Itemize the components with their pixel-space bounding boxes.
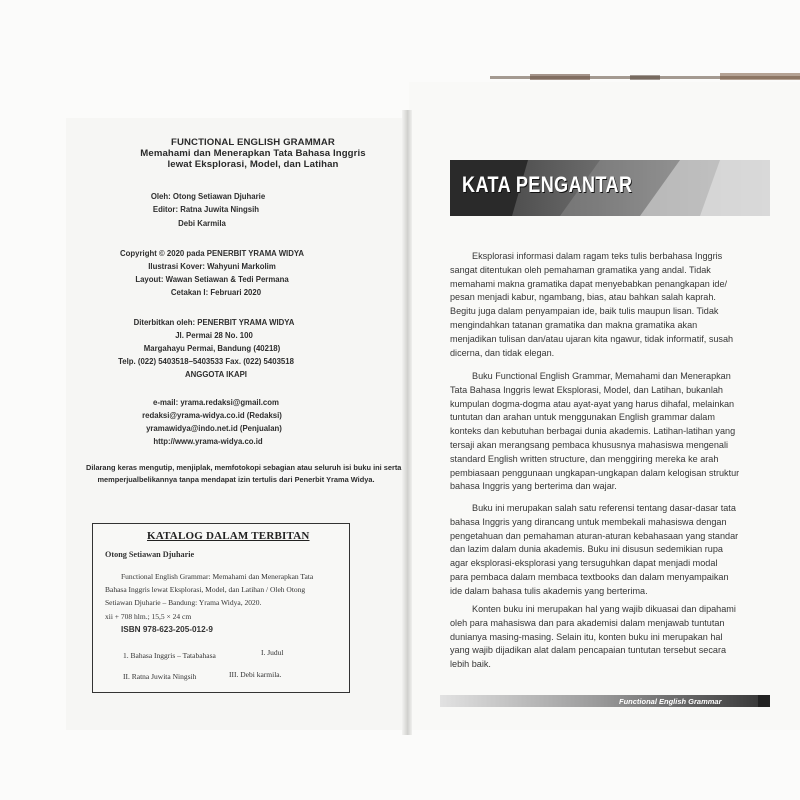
book-spine <box>402 110 412 735</box>
book-subtitle-2: lewat Eksplorasi, Model, dan Latihan <box>167 159 339 170</box>
catalog-title: KATALOG DALAM TERBITAN <box>147 530 310 542</box>
paragraph-line: Begitu juga dalam penyampaian ide, baik tulis maupun lisan. Tidak <box>450 306 719 317</box>
email-redaksi: redaksi@yrama-widya.co.id (Redaksi) <box>142 411 282 420</box>
paragraph-line: dunianya masing-masing. Selain itu, konten buku ini merupakan hal <box>450 631 723 642</box>
publisher-phone: Telp. (022) 5403518–5403533 Fax. (022) 5403518 <box>118 357 294 366</box>
email-penjualan: yramawidya@indo.net.id (Penjualan) <box>146 424 282 433</box>
illustrator-credit: Ilustrasi Kover: Wahyuni Markolim <box>148 262 276 271</box>
catalog-subject-3: II. Ratna Juwita Ningsih <box>123 672 197 681</box>
paragraph-line: bahasa Inggris yang dirancang untuk membekali mahasiswa dengan <box>450 516 727 527</box>
publisher-name: Diterbitkan oleh: PENERBIT YRAMA WIDYA <box>133 318 295 327</box>
paragraph-line: Konten buku ini merupakan hal yang wajib dikuasai dan dipahami <box>472 604 736 614</box>
paragraph-line: pengetahuan dan pemahaman aturan-aturan kebahasaan yang standar <box>450 530 739 541</box>
paragraph-line: Buku ini merupakan salah satu referensi tentang dasar-dasar tata <box>472 503 736 513</box>
paragraph-line: sangat ditentukan oleh pemahaman gramatika yang andal. Tidak <box>450 264 711 275</box>
catalog-subject-2: I. Judul <box>261 648 284 657</box>
paragraph-line: ide dalam bahasa tulis akademis yang berterima. <box>450 585 648 596</box>
catalog-subject-4: III. Debi karmila. <box>229 670 282 679</box>
paragraph-line: tersaji akan merangsang pembaca khususnya mahasiswa mengenali <box>450 439 729 450</box>
paragraph-line: pembiasaan penggunaan ungkapan-ungkapan dalam kelogisan struktur <box>450 467 740 478</box>
editor-credit-2: Debi Karmila <box>178 219 226 228</box>
paragraph-line: tuntutan dan arahan untuk menggunakan English grammar dalam <box>450 412 715 423</box>
paragraph-line: oleh para mahasiswa dan para akademisi dalam menjawab tuntutan <box>450 617 725 628</box>
editor-credit: Editor: Ratna Juwita Ningsih <box>152 205 260 214</box>
author-credit: Oleh: Otong Setiawan Djuharie <box>150 192 266 201</box>
printing-info: Cetakan I: Februari 2020 <box>170 288 262 297</box>
paragraph-2 <box>450 370 768 494</box>
book-subtitle-1: Memahami dan Menerapkan Tata Bahasa Inggris <box>140 148 366 159</box>
website-url: http://www.yrama-widya.co.id <box>153 437 263 446</box>
paragraph-line: dan lazim dalam dunia akademis. Buku ini disusun sedemikian rupa <box>450 544 723 555</box>
paragraph-3 <box>450 502 768 599</box>
catalog-box <box>92 523 350 693</box>
paragraph-line: mengindahkan tatanan gramatika dan makna gramatika akan <box>450 319 698 330</box>
paragraph-line: bahasa Inggris yang berterima dan wajar. <box>450 481 617 492</box>
paragraph-1 <box>450 250 768 360</box>
catalog-pages: xii + 708 hlm.; 15,5 × 24 cm <box>105 612 192 621</box>
publisher-city: Margahayu Permai, Bandung (40218) <box>143 344 281 353</box>
copyright-warning-1: Dilarang keras mengutip, menjiplak, memfotokopi sebagian atau seluruh isi buku ini serta <box>86 463 402 472</box>
book-title: FUNCTIONAL ENGLISH GRAMMAR <box>171 137 335 148</box>
catalog-desc-3: Setiawan Djuharie – Bandung: Yrama Widya, 2020. <box>105 598 262 607</box>
paragraph-line: lebih baik. <box>450 659 491 670</box>
page-edge-scuff <box>490 72 800 84</box>
paragraph-line: konteks dan kebutuhan berbagai dunia akademis. Latihan-latihan yang <box>450 426 736 437</box>
running-footer: Functional English Grammar <box>619 697 722 706</box>
publisher-membership: ANGGOTA IKAPI <box>185 370 247 379</box>
catalog-isbn: ISBN 978-623-205-012-9 <box>121 625 213 634</box>
copyright-line: Copyright © 2020 pada PENERBIT YRAMA WIDYA <box>120 249 304 258</box>
paragraph-line: Buku Functional English Grammar, Memahami dan Menerapkan <box>472 371 731 381</box>
copyright-warning-2: memperjualbelikannya tanpa mendapat izin tertulis dari Penerbit Yrama Widya. <box>97 475 375 484</box>
catalog-author: Otong Setiawan Djuharie <box>105 550 195 559</box>
paragraph-line: standard English written structure, dan menggiring mereka ke arah <box>450 453 719 464</box>
paragraph-4 <box>450 603 768 672</box>
catalog-subject-1: 1. Bahasa Inggris – Tatabahasa <box>123 651 216 660</box>
paragraph-line: memahami makna gramatika dapat menyebabkan penangkapan ide/ <box>450 278 728 289</box>
publisher-address: Jl. Permai 28 No. 100 <box>175 331 253 340</box>
email-main: e-mail: yrama.redaksi@gmail.com <box>153 398 279 407</box>
paragraph-line: agar eksplorasi-eksplorasi yang tersuguhkan dapat menjadi modal <box>450 558 718 569</box>
catalog-desc-1: Functional English Grammar: Memahami dan Menerapkan Tata <box>121 572 314 581</box>
paragraph-line: yang wajib dijadikan alat dalam pencapaian tuntutan tersebut secara <box>450 645 727 656</box>
paragraph-line: menjadikan tulisan dan/atau ujaran kita ngawur, tidak informatif, susah <box>450 333 734 344</box>
paragraph-line: para pembaca dalam membaca textbooks dan dalam menyampaikan <box>450 571 729 582</box>
catalog-desc-2: Bahasa Inggris lewat Eksplorasi, Model, dan Latihan / Oleh Otong <box>105 585 306 594</box>
paragraph-line: dicerna, dan tidak elegan. <box>450 347 555 358</box>
paragraph-line: Eksplorasi informasi dalam ragam teks tulis berbahasa Inggris <box>472 251 723 261</box>
paragraph-line: Tata Bahasa Inggris lewat Eksplorasi, Model, dan Latihan, bukanlah <box>450 384 723 395</box>
chapter-heading: KATA PENGANTAR <box>462 172 633 197</box>
paragraph-line: pesan menjadi kabur, ngambang, bias, atau bahkan salah kaprah. <box>450 292 716 303</box>
paragraph-line: kumpulan dogma-dogma atau ayat-ayat yang harus dihafal, melainkan <box>450 398 735 409</box>
layout-credit: Layout: Wawan Setiawan & Tedi Permana <box>135 275 289 284</box>
